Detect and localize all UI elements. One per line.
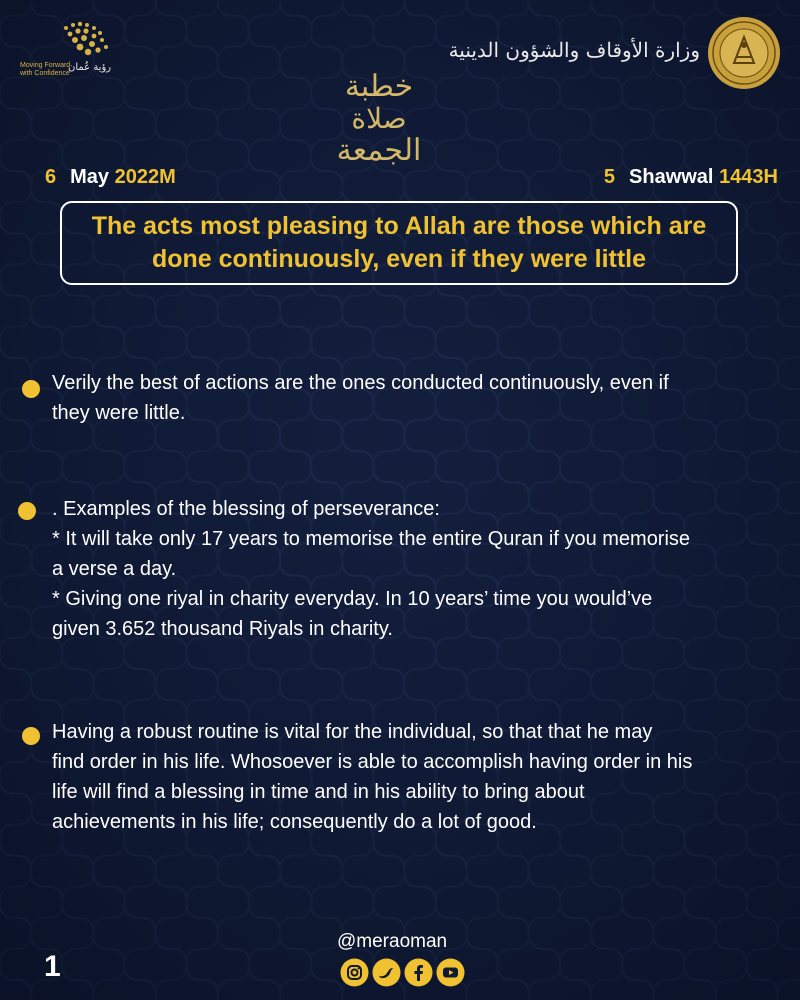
point-line: they were little. xyxy=(52,402,186,424)
hijri-day: 5 xyxy=(603,166,616,188)
gregorian-day: 6 xyxy=(45,166,57,188)
hijri-date xyxy=(604,166,778,189)
social-handle[interactable]: @meraoman xyxy=(337,931,448,952)
twitter-icon[interactable] xyxy=(372,958,401,987)
point-line: find order in his life. Whosoever is able to accomplish having order in his xyxy=(52,751,693,773)
bullet-icon xyxy=(22,727,40,745)
sermon-title: The acts most pleasing to Allah are those which are done continuously, even if they were little xyxy=(91,212,707,273)
gregorian-date xyxy=(45,166,176,189)
oman-vision-logo xyxy=(18,18,128,90)
gregorian-year: 2022M xyxy=(114,166,176,188)
calligraphy-word: الجمعة xyxy=(336,133,422,168)
point-line: * Giving one riyal in charity everyday. In 10 years’ time you would’ve xyxy=(52,588,653,610)
sermon-title-box xyxy=(60,201,738,285)
svg-text:رؤية عُمان: رؤية عُمان xyxy=(68,62,112,73)
point-line: * It will take only 17 years to memorise the entire Quran if you memorise xyxy=(52,528,691,550)
point-line: given 3.652 thousand Riyals in charity. xyxy=(52,618,393,640)
bullet-icon xyxy=(22,380,40,398)
youtube-icon[interactable] xyxy=(436,958,465,987)
calligraphy-word: صلاة xyxy=(351,102,407,135)
point-line: achievements in his life; consequently do a lot of good. xyxy=(52,811,537,833)
point-line: . Examples of the blessing of perseverance: xyxy=(52,498,440,520)
vision-tagline-line: Moving Forward xyxy=(20,62,71,69)
point-line: a verse a day. xyxy=(52,558,177,580)
point-1 xyxy=(52,368,780,428)
point-line: life will find a blessing in time and in his ability to bring about xyxy=(52,781,585,803)
point-3 xyxy=(52,717,780,837)
hijri-year: 1443H xyxy=(719,166,778,188)
ministry-seal-icon xyxy=(706,15,782,91)
gregorian-month: May xyxy=(70,166,110,188)
calligraphy-word: خطبة xyxy=(344,69,414,104)
hijri-month: Shawwal xyxy=(629,166,714,188)
vision-tagline-line: with Confidence xyxy=(20,70,70,77)
bullet-icon xyxy=(18,502,36,520)
page-number: 1 xyxy=(44,950,61,983)
ministry-name: وزارة الأوقاف والشؤون الدينية xyxy=(448,38,700,62)
instagram-icon[interactable] xyxy=(340,958,369,987)
point-line: Having a robust routine is vital for the individual, so that that he may xyxy=(52,721,653,743)
point-2 xyxy=(52,494,780,644)
friday-sermon-calligraphy xyxy=(306,62,452,172)
facebook-icon[interactable] xyxy=(404,958,433,987)
point-line: Verily the best of actions are the ones conducted continuously, even if xyxy=(52,372,669,394)
vision-tagline xyxy=(20,62,70,78)
social-icons xyxy=(340,958,465,987)
